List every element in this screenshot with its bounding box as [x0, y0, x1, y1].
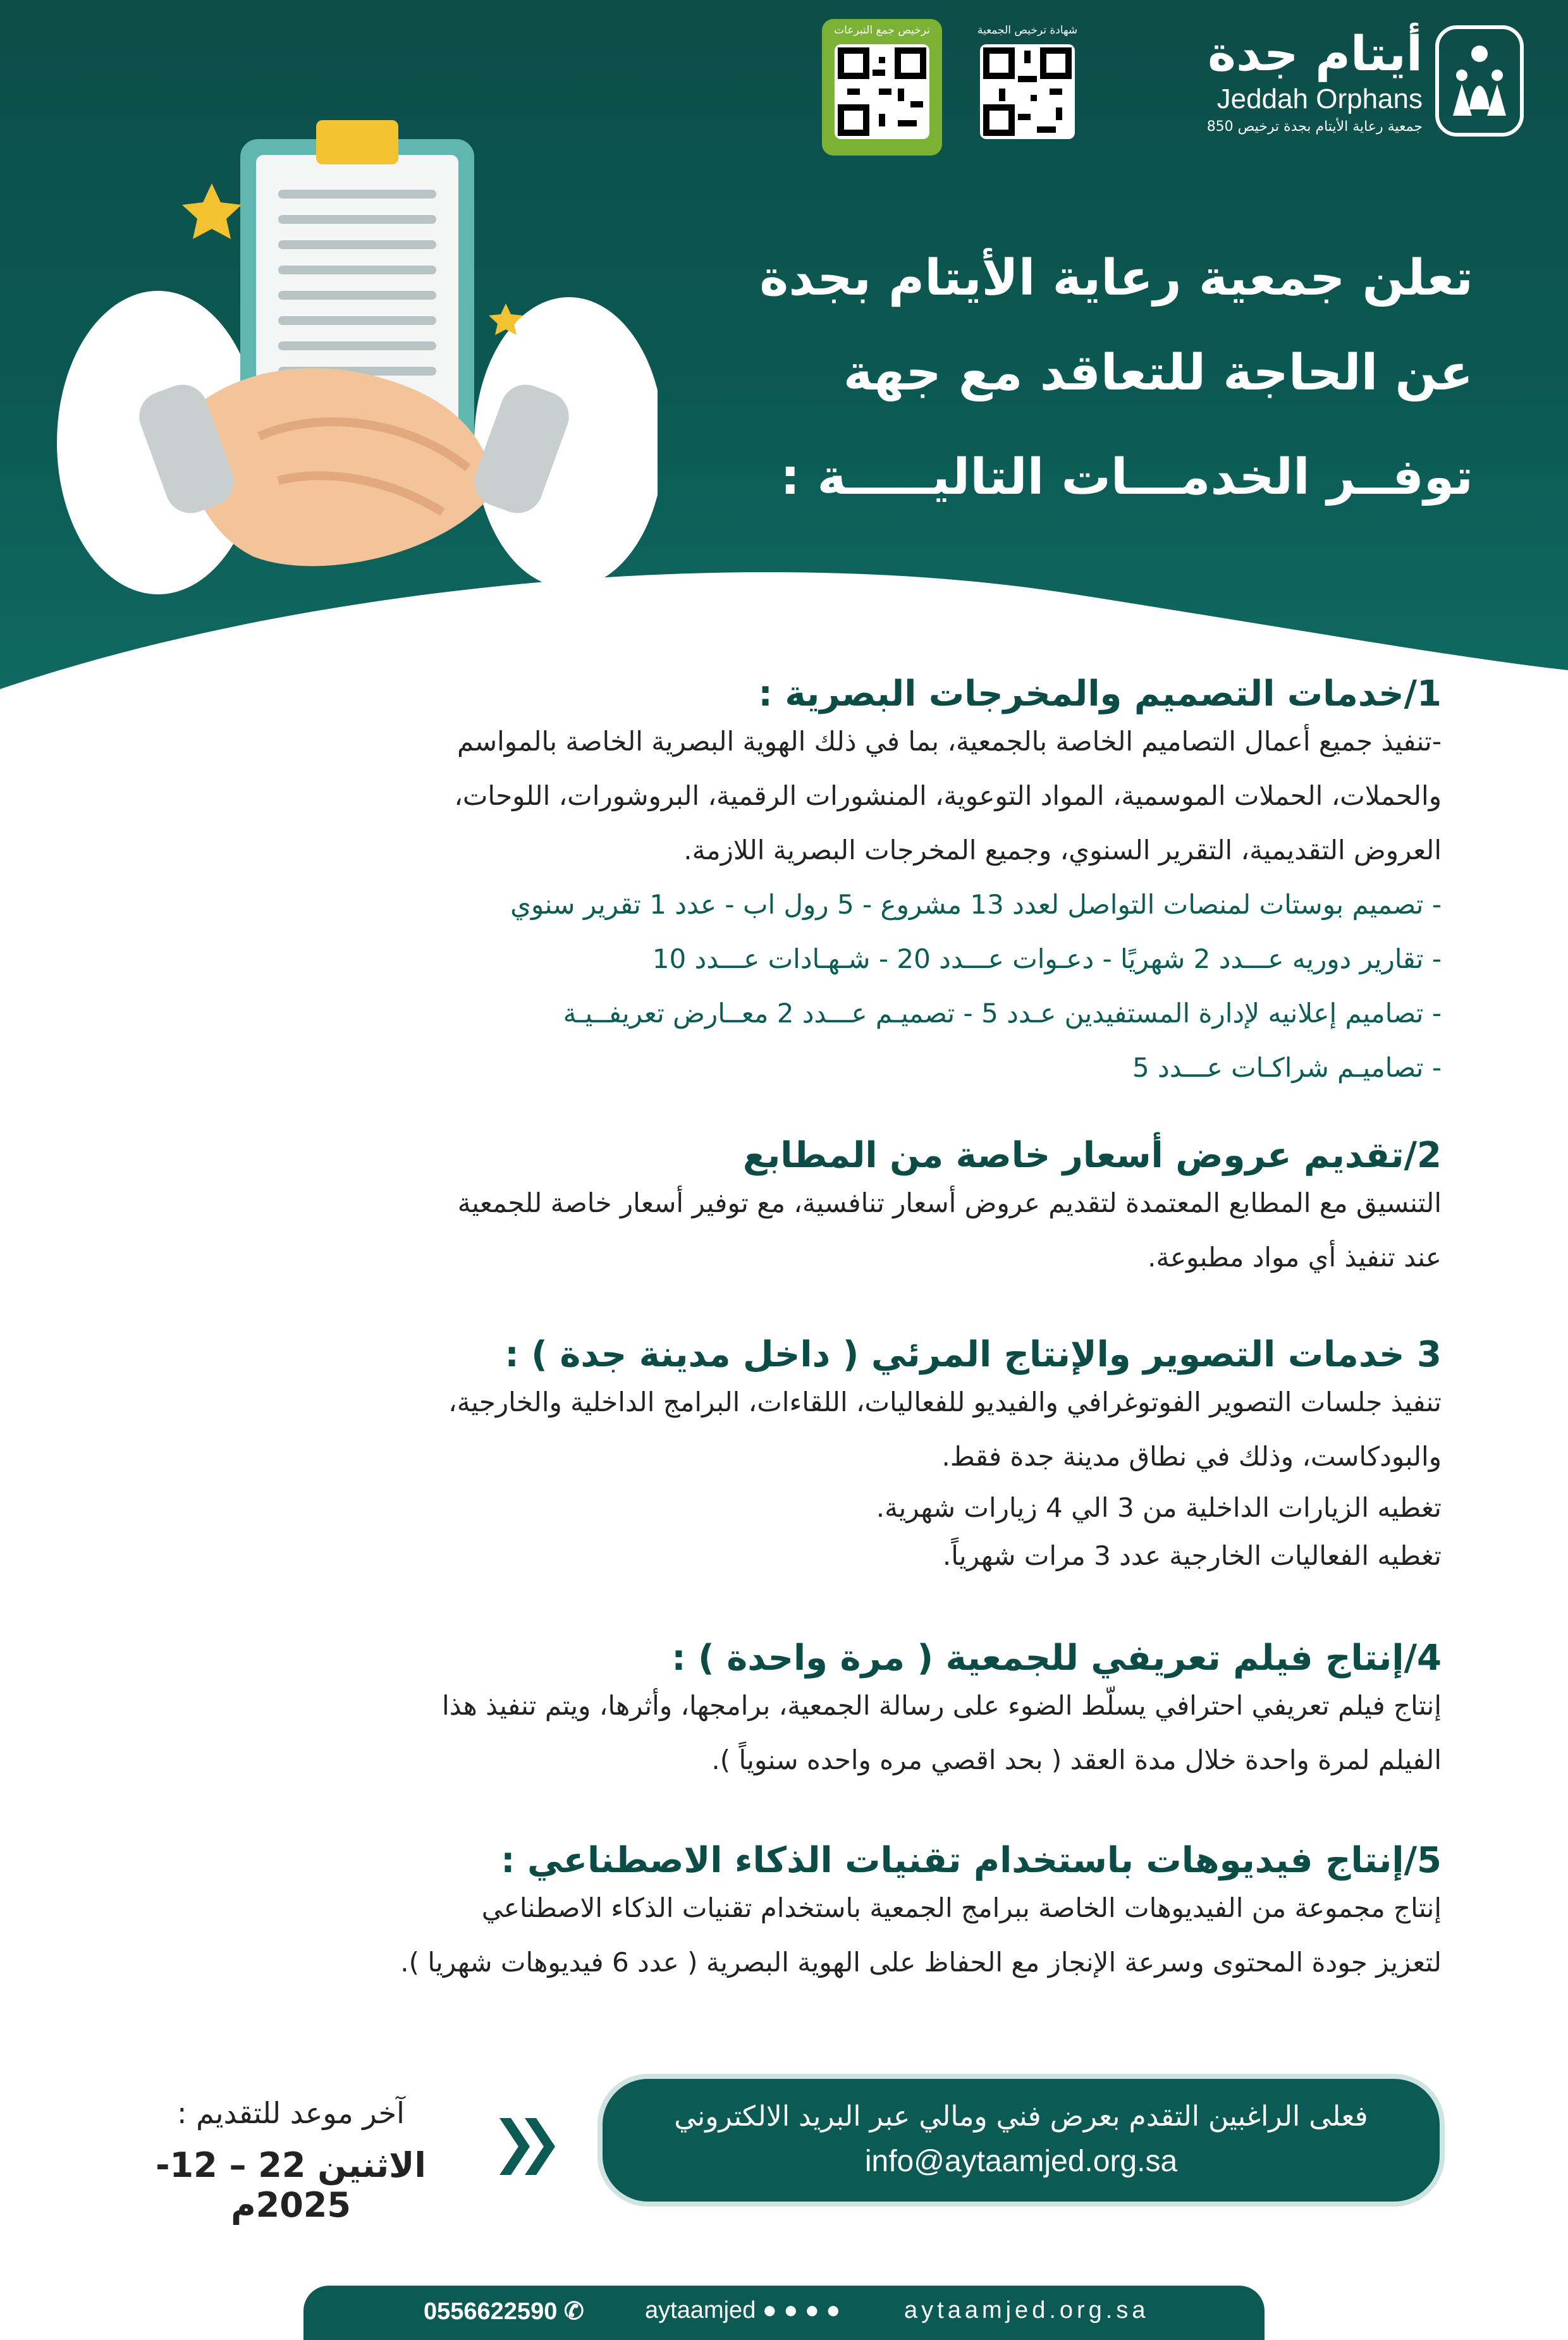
- section-design-services: [126, 673, 1442, 1095]
- whatsapp-icon: ✆: [563, 2298, 584, 2325]
- bullet-item: - تصاميـم شراكـات عـــدد 5: [1132, 1052, 1442, 1083]
- section-text: إنتاج فيلم تعريفي احترافي يسلّط الضوء على رسالة الجمعية، برامجها، وأثرها، ويتم تنفيذ هذا: [441, 1690, 1442, 1721]
- social-handle[interactable]: [645, 2297, 840, 2324]
- footer-bar: [303, 2286, 1265, 2340]
- section-text: -تنفيذ جميع أعمال التصاميم الخاصة بالجمعية، بما في ذلك الهوية البصرية الخاصة بالمواسم: [456, 726, 1442, 757]
- section-printing-offers: [126, 1135, 1442, 1285]
- bullet-item: - تقارير دوريه عـــدد 2 شهريًا - دعـوات عـــدد 20 - شـهـادات عـــدد 10: [652, 943, 1442, 974]
- donations-license-qr[interactable]: [822, 19, 942, 156]
- org-name-ar: أيتام جدة: [1208, 25, 1423, 82]
- headline-line-1: تعلن جمعية رعاية الأيتام بجدة: [759, 250, 1473, 307]
- deadline-label: آخر موعد للتقديم :: [177, 2096, 405, 2130]
- section-text: تغطيه الفعاليات الخارجية عدد 3 مرات شهرياً.: [942, 1540, 1442, 1571]
- association-license-qr[interactable]: [967, 19, 1087, 156]
- section-title: 4/إنتاج فيلم تعريفي للجمعية ( مرة واحدة ) :: [671, 1638, 1442, 1679]
- phone-number: 0556622590: [424, 2298, 558, 2325]
- section-text: عند تنفيذ أي مواد مطبوعة.: [1148, 1242, 1442, 1273]
- section-intro-film: [126, 1638, 1442, 1787]
- section-photo-video: [126, 1334, 1442, 1580]
- bullet-item: - تصميم بوستات لمنصات التواصل لعدد 13 مشروع - 5 رول اب - عدد 1 تقرير سنوي: [510, 889, 1442, 920]
- section-title: 2/تقديم عروض أسعار خاصة من المطابع: [742, 1135, 1442, 1176]
- headline-line-3: توفــر الخدمـــات التاليـــــة :: [780, 449, 1473, 506]
- org-subtitle: جمعية رعاية الأيتام بجدة ترخيص 850: [1206, 119, 1423, 135]
- donations-qr-caption: ترخيص جمع التبرعات: [834, 24, 930, 37]
- section-text: والحملات، الحملات الموسمية، المواد التوعوية، المنشورات الرقمية، البروشورات، اللوحات،: [454, 780, 1442, 811]
- headline-line-2: عن الحاجة للتعاقد مع جهة: [843, 345, 1473, 401]
- section-text: لتعزيز جودة المحتوى وسرعة الإنجاز مع الحفاظ على الهوية البصرية ( عدد 6 فيديوهات شهريا ).: [400, 1947, 1442, 1978]
- section-title: 1/خدمات التصميم والمخرجات البصرية :: [758, 673, 1442, 714]
- chevrons-right-icon: [493, 2112, 569, 2181]
- deadline-date: الاثنين 22 – 12- 2025م: [156, 2145, 426, 2225]
- section-title: 5/إنتاج فيديوهات باستخدام تقنيات الذكاء الاصطناعي :: [501, 1840, 1442, 1881]
- org-name-en: Jeddah Orphans: [1216, 83, 1423, 114]
- org-logo: [1195, 25, 1524, 145]
- section-text: تنفيذ جلسات التصوير الفوتوغرافي والفيديو للفعاليات، اللقاءات، البرامج الداخلية والخارجية،: [448, 1387, 1442, 1418]
- org-logo-icon: [1435, 25, 1524, 137]
- social-icons: ● ● ● ●: [762, 2297, 841, 2324]
- section-text: إنتاج مجموعة من الفيديوهات الخاصة ببرامج الجمعية باستخدام تقنيات الذكاء الاصطناعي: [481, 1892, 1442, 1923]
- social-handle-text: aytaamjed: [645, 2297, 756, 2324]
- license-qr-caption: شهادة ترخيص الجمعية: [977, 24, 1078, 37]
- section-text: تغطيه الزيارات الداخلية من 3 الي 4 زيارات شهرية.: [876, 1492, 1442, 1523]
- section-text: الفيلم لمرة واحدة خلال مدة العقد ( بحد اقصي مره واحده سنوياً ).: [711, 1744, 1442, 1775]
- handshake-contract-illustration: [51, 114, 658, 632]
- qr-code-icon: [980, 44, 1075, 139]
- deadline-block: [114, 2096, 468, 2225]
- apply-instruction: فعلى الراغبين التقدم بعرض فني ومالي عبر البريد الالكتروني: [674, 2100, 1368, 2133]
- section-text: العروض التقديمية، التقرير السنوي، وجميع المخرجات البصرية اللازمة.: [683, 835, 1442, 866]
- website-link[interactable]: aytaamjed.org.sa: [904, 2297, 1149, 2324]
- contact-email-link[interactable]: info@aytaamjed.org.sa: [864, 2145, 1178, 2178]
- section-text: والبودكاست، وذلك في نطاق مدينة جدة فقط.: [941, 1441, 1442, 1472]
- section-text: التنسيق مع المطابع المعتمدة لتقديم عروض أسعار تنافسية، مع توفير أسعار خاصة للجمعية: [457, 1187, 1442, 1218]
- bullet-item: - تصاميم إعلانيه لإدارة المستفيدين عـدد 5 - تصميـم عـــدد 2 معــارض تعريفــيـة: [563, 998, 1442, 1029]
- apply-by-email-box: [597, 2074, 1445, 2207]
- section-ai-videos: [126, 1840, 1442, 1990]
- qr-code-icon: [835, 44, 929, 139]
- section-title: 3 خدمات التصوير والإنتاج المرئي ( داخل مدينة جدة ) :: [505, 1334, 1442, 1375]
- whatsapp-phone[interactable]: [424, 2297, 584, 2325]
